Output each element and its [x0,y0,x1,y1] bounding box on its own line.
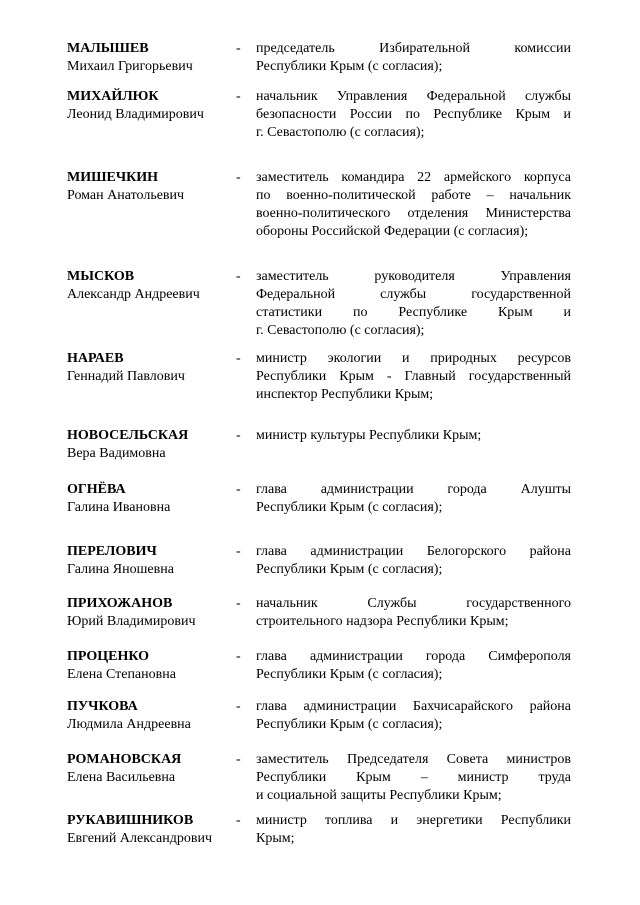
member-dash: - [236,813,241,828]
member-position [256,698,571,734]
position-line: министр топлива и энергетики Республики [256,813,571,828]
member-name: Геннадий Павлович [67,369,185,384]
member-name: Елена Степановна [67,667,176,682]
position-line: глава администрации города Симферополя [256,649,571,664]
position-line: заместитель Председателя Совета министров [256,752,571,767]
member-name: Галина Ивановна [67,500,171,515]
position-line: Федеральной службы государственной [256,287,571,302]
position-line: глава администрации Бахчисарайского района [256,699,571,714]
position-line: министр экологии и природных ресурсов [256,351,571,366]
position-line: строительного надзора Республики Крым; [256,614,509,629]
position-line: Республики Крым (с согласия); [256,500,443,515]
position-line: Республики Крым (с согласия); [256,717,443,732]
member-surname: НАРАЕВ [67,351,124,366]
position-line: Республики Крым (с согласия); [256,667,443,682]
position-line: по военно-политической работе – начальник [256,188,571,203]
member-name: Александр Андреевич [67,287,200,302]
member-dash: - [236,544,241,559]
member-dash: - [236,699,241,714]
member-dash: - [236,269,241,284]
member-dash: - [236,351,241,366]
position-line: инспектор Республики Крым; [256,387,434,402]
member-name: Леонид Владимирович [67,107,204,122]
member-position [256,268,571,340]
member-surname: ПЕРЕЛОВИЧ [67,544,157,559]
member-surname: ПУЧКОВА [67,699,138,714]
position-line: военно-политического отделения Министерства [256,206,571,221]
member-surname: ПРИХОЖАНОВ [67,596,173,611]
position-line: г. Севастополю (с согласия); [256,125,425,140]
position-line: Республики Крым - Главный государственный [256,369,571,384]
member-dash: - [236,482,241,497]
member-surname: МИХАЙЛЮК [67,89,159,104]
member-surname: МАЛЫШЕВ [67,41,149,56]
member-name: Людмила Андреевна [67,717,191,732]
member-dash: - [236,41,241,56]
member-position [256,648,571,684]
position-line: г. Севастополю (с согласия); [256,323,425,338]
position-line: министр культуры Республики Крым; [256,428,482,443]
member-position [256,427,571,445]
position-line: обороны Российской Федерации (с согласия); [256,224,529,239]
position-line: безопасности России по Республике Крым и [256,107,571,122]
position-line: Крым; [256,831,295,846]
member-name: Елена Васильевна [67,770,176,785]
position-line: заместитель командира 22 армейского корпуса [256,170,571,185]
member-surname: ОГНЁВА [67,482,126,497]
member-position [256,350,571,404]
position-line: глава администрации города Алушты [256,482,571,497]
member-dash: - [236,428,241,443]
member-surname: МЫСКОВ [67,269,135,284]
member-position [256,812,571,848]
member-name: Роман Анатольевич [67,188,185,203]
member-surname: НОВОСЕЛЬСКАЯ [67,428,189,443]
position-line: Республики Крым (с согласия); [256,59,443,74]
member-name: Юрий Владимирович [67,614,196,629]
member-dash: - [236,89,241,104]
member-surname: МИШЕЧКИН [67,170,159,185]
member-name: Вера Вадимовна [67,446,166,461]
position-line: заместитель руководителя Управления [256,269,571,284]
position-line: и социальной защиты Республики Крым; [256,788,502,803]
member-position [256,40,571,76]
member-dash: - [236,596,241,611]
position-line: Республики Крым (с согласия); [256,562,443,577]
position-line: начальник Управления Федеральной службы [256,89,571,104]
member-position [256,88,571,142]
member-dash: - [236,752,241,767]
member-dash: - [236,649,241,664]
member-surname: РОМАНОВСКАЯ [67,752,182,767]
member-position [256,481,571,517]
member-position [256,751,571,805]
position-line: глава администрации Белогорского района [256,544,571,559]
member-position [256,595,571,631]
member-name: Галина Яношевна [67,562,174,577]
member-position [256,169,571,241]
member-position [256,543,571,579]
member-name: Михаил Григорьевич [67,59,193,74]
position-line: председатель Избирательной комиссии [256,41,571,56]
member-surname: ПРОЦЕНКО [67,649,150,664]
member-dash: - [236,170,241,185]
position-line: начальник Службы государственного [256,596,571,611]
position-line: статистики по Республике Крым и [256,305,571,320]
position-line: Республики Крым – министр труда [256,770,571,785]
member-name: Евгений Александрович [67,831,213,846]
member-surname: РУКАВИШНИКОВ [67,813,194,828]
